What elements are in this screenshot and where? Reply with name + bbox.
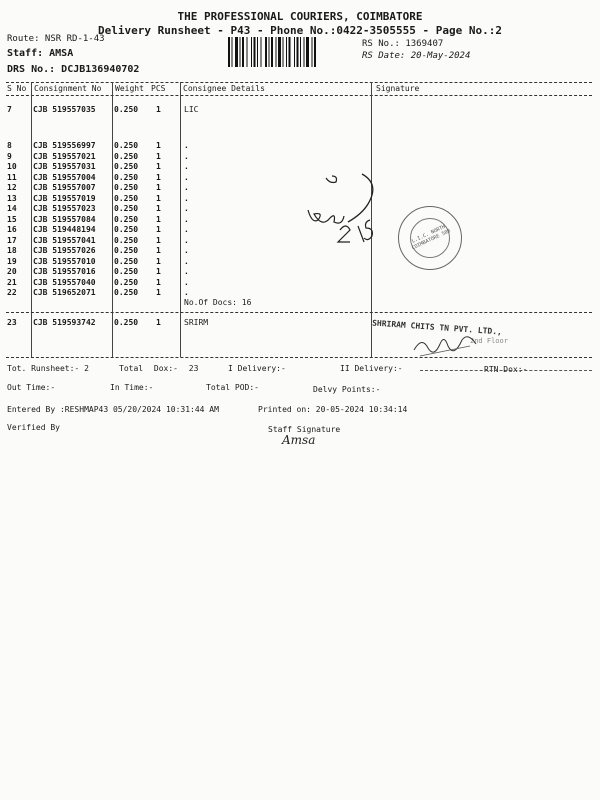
row-consignee: . [184, 162, 189, 171]
row-sno: 10 [7, 162, 17, 171]
row-pcs: 1 [156, 246, 161, 255]
row-weight: 0.250 [114, 183, 139, 192]
row-consignee: . [184, 214, 189, 224]
out-time: Out Time:- [7, 383, 56, 392]
row-weight: 0.250 [114, 318, 139, 327]
total-pod: Total POD:- [206, 383, 259, 392]
company-stamp-line2: 2nd Floor [470, 337, 508, 345]
table-row [0, 141, 600, 151]
route: Route: NSR RD-1-43 [7, 34, 105, 44]
row-weight: 0.250 [114, 193, 139, 203]
row-sno: 21 [7, 277, 17, 287]
row-pcs: 1 [156, 172, 161, 182]
row-consignee: . [184, 204, 189, 213]
rs-date: RS Date: 20-May-2024 [362, 51, 471, 61]
row-pcs: 1 [156, 193, 161, 203]
table-row [0, 152, 600, 162]
row-weight: 0.250 [114, 162, 139, 171]
row-consignee: . [184, 277, 189, 287]
row-consignment: CJB 519556997 [33, 141, 96, 150]
col-consignee: Consignee Details [183, 84, 265, 93]
header-bottom-rule [6, 95, 592, 96]
row-consignment: CJB 519557031 [33, 162, 96, 171]
row-consignment: CJB 519557010 [33, 256, 96, 266]
row-sno: 18 [7, 246, 17, 255]
row-weight: 0.250 [114, 225, 139, 234]
row-consignee: . [184, 141, 189, 150]
row-consignee: . [184, 172, 189, 182]
row-pcs: 1 [156, 105, 161, 114]
table-row [0, 318, 600, 328]
company-stamp: SHRIRAM CHITS TN PVT. LTD., [371, 318, 503, 337]
table-bottom-rule [6, 357, 592, 358]
row-consignment: CJB 519557019 [33, 193, 96, 203]
row-weight: 0.250 [114, 204, 139, 213]
printed-on: Printed on: 20-05-2024 10:34:14 [258, 405, 408, 414]
row-sno: 12 [7, 183, 17, 192]
total-dox: Total Dox:- 23 [119, 364, 199, 373]
row-consignment: CJB 519557016 [33, 267, 96, 276]
table-row [0, 257, 600, 267]
row-consignment: CJB 519557004 [33, 172, 96, 182]
runsheet-subtitle: Delivery Runsheet - P43 - Phone No.:0422-3505555 - Page No.:2 [98, 24, 502, 37]
row-consignment: CJB 519652071 [33, 288, 96, 297]
row-pcs: 1 [156, 225, 161, 234]
in-time: In Time:- [110, 383, 154, 392]
row-consignment: CJB 519557084 [33, 214, 96, 224]
row-weight: 0.250 [114, 288, 139, 297]
staff-name: Staff: AMSA [7, 48, 74, 59]
row-consignment: CJB 519557040 [33, 277, 96, 287]
consignee-signature [410, 330, 480, 360]
rs-number: RS No.: 1369407 [362, 39, 444, 49]
col-sno: S No [7, 84, 27, 93]
row-consignee: LIC [184, 105, 199, 114]
row-consignee: . [184, 256, 189, 266]
col-signature: Signature [376, 84, 420, 93]
row-consignment: CJB 519593742 [33, 318, 96, 327]
entered-by: Entered By :RESHMAP43 05/20/2024 10:31:44 AM [7, 405, 219, 414]
row-weight: 0.250 [114, 151, 139, 161]
row-consignee: . [184, 183, 189, 192]
no-of-docs: No.Of Docs: 16 [184, 298, 252, 307]
delvy-points: Delvy Points:- [313, 385, 381, 394]
row-pcs: 1 [156, 214, 161, 224]
totals-rule [420, 370, 592, 371]
row-weight: 0.250 [114, 214, 139, 224]
col-weight: Weight [115, 84, 144, 93]
row-consignment: CJB 519557021 [33, 151, 96, 161]
group-separator [6, 312, 592, 313]
staff-signature-label: Staff Signature [268, 425, 341, 434]
row-weight: 0.250 [114, 246, 139, 255]
row-sno: 13 [7, 193, 17, 203]
i-delivery: I Delivery:- [228, 364, 286, 373]
row-consignee: SRIRM [184, 318, 209, 327]
staff-signature: Amsa [282, 433, 316, 447]
row-weight: 0.250 [114, 172, 139, 182]
company-title: THE PROFESSIONAL COURIERS, COIMBATORE [177, 10, 423, 23]
row-consignment: CJB 519557007 [33, 183, 96, 192]
row-weight: 0.250 [114, 267, 139, 276]
lic-stamp-text: L.I.C. NORTH COIMBATORE 508 [410, 223, 452, 252]
header-top-rule [6, 82, 592, 83]
row-pcs: 1 [156, 267, 161, 276]
row-pcs: 1 [156, 277, 161, 287]
ii-delivery: II Delivery:- [340, 364, 403, 373]
row-consignee: . [184, 193, 189, 203]
row-consignment: CJB 519557035 [33, 105, 96, 114]
row-consignee: . [184, 235, 189, 245]
row-sno: 9 [7, 151, 12, 161]
row-consignee: . [184, 225, 189, 234]
row-pcs: 1 [156, 151, 161, 161]
row-weight: 0.250 [114, 235, 139, 245]
row-consignment: CJB 519557041 [33, 235, 96, 245]
row-sno: 8 [7, 141, 12, 150]
row-sno: 15 [7, 214, 17, 224]
row-pcs: 1 [156, 162, 161, 171]
row-sno: 22 [7, 288, 17, 297]
row-consignee: . [184, 246, 189, 255]
row-pcs: 1 [156, 235, 161, 245]
row-weight: 0.250 [114, 141, 139, 150]
row-pcs: 1 [156, 256, 161, 266]
row-consignment: CJB 519448194 [33, 225, 96, 234]
rtn-dox: RTN Dox:- [484, 365, 528, 374]
row-weight: 0.250 [114, 105, 139, 114]
row-sno: 19 [7, 256, 17, 266]
row-weight: 0.250 [114, 256, 139, 266]
row-pcs: 1 [156, 318, 161, 327]
table-row [0, 288, 600, 298]
table-row [0, 278, 600, 288]
row-consignee: . [184, 288, 189, 297]
row-pcs: 1 [156, 183, 161, 192]
row-consignee: . [184, 151, 189, 161]
table-row [0, 105, 600, 115]
row-pcs: 1 [156, 288, 161, 297]
verified-by: Verified By [7, 423, 60, 432]
row-sno: 16 [7, 225, 17, 234]
tot-runsheet: Tot. Runsheet:- 2 [7, 364, 89, 373]
drs-number: DRS No.: DCJB136940702 [7, 64, 140, 75]
table-row [0, 267, 600, 277]
row-sno: 7 [7, 105, 12, 114]
row-consignment: CJB 519557023 [33, 204, 96, 213]
row-pcs: 1 [156, 141, 161, 150]
row-sno: 20 [7, 267, 17, 276]
row-sno: 14 [7, 204, 17, 213]
row-pcs: 1 [156, 204, 161, 213]
col-pcs: PCS [151, 84, 166, 93]
col-consignment: Consignment No [34, 84, 102, 93]
row-sno: 11 [7, 172, 17, 182]
barcode [228, 37, 356, 67]
row-weight: 0.250 [114, 277, 139, 287]
lic-stamp [398, 206, 462, 270]
receipt-handwriting [300, 170, 400, 250]
row-consignment: CJB 519557026 [33, 246, 96, 255]
row-sno: 17 [7, 235, 17, 245]
row-sno: 23 [7, 318, 17, 327]
row-consignee: . [184, 267, 189, 276]
